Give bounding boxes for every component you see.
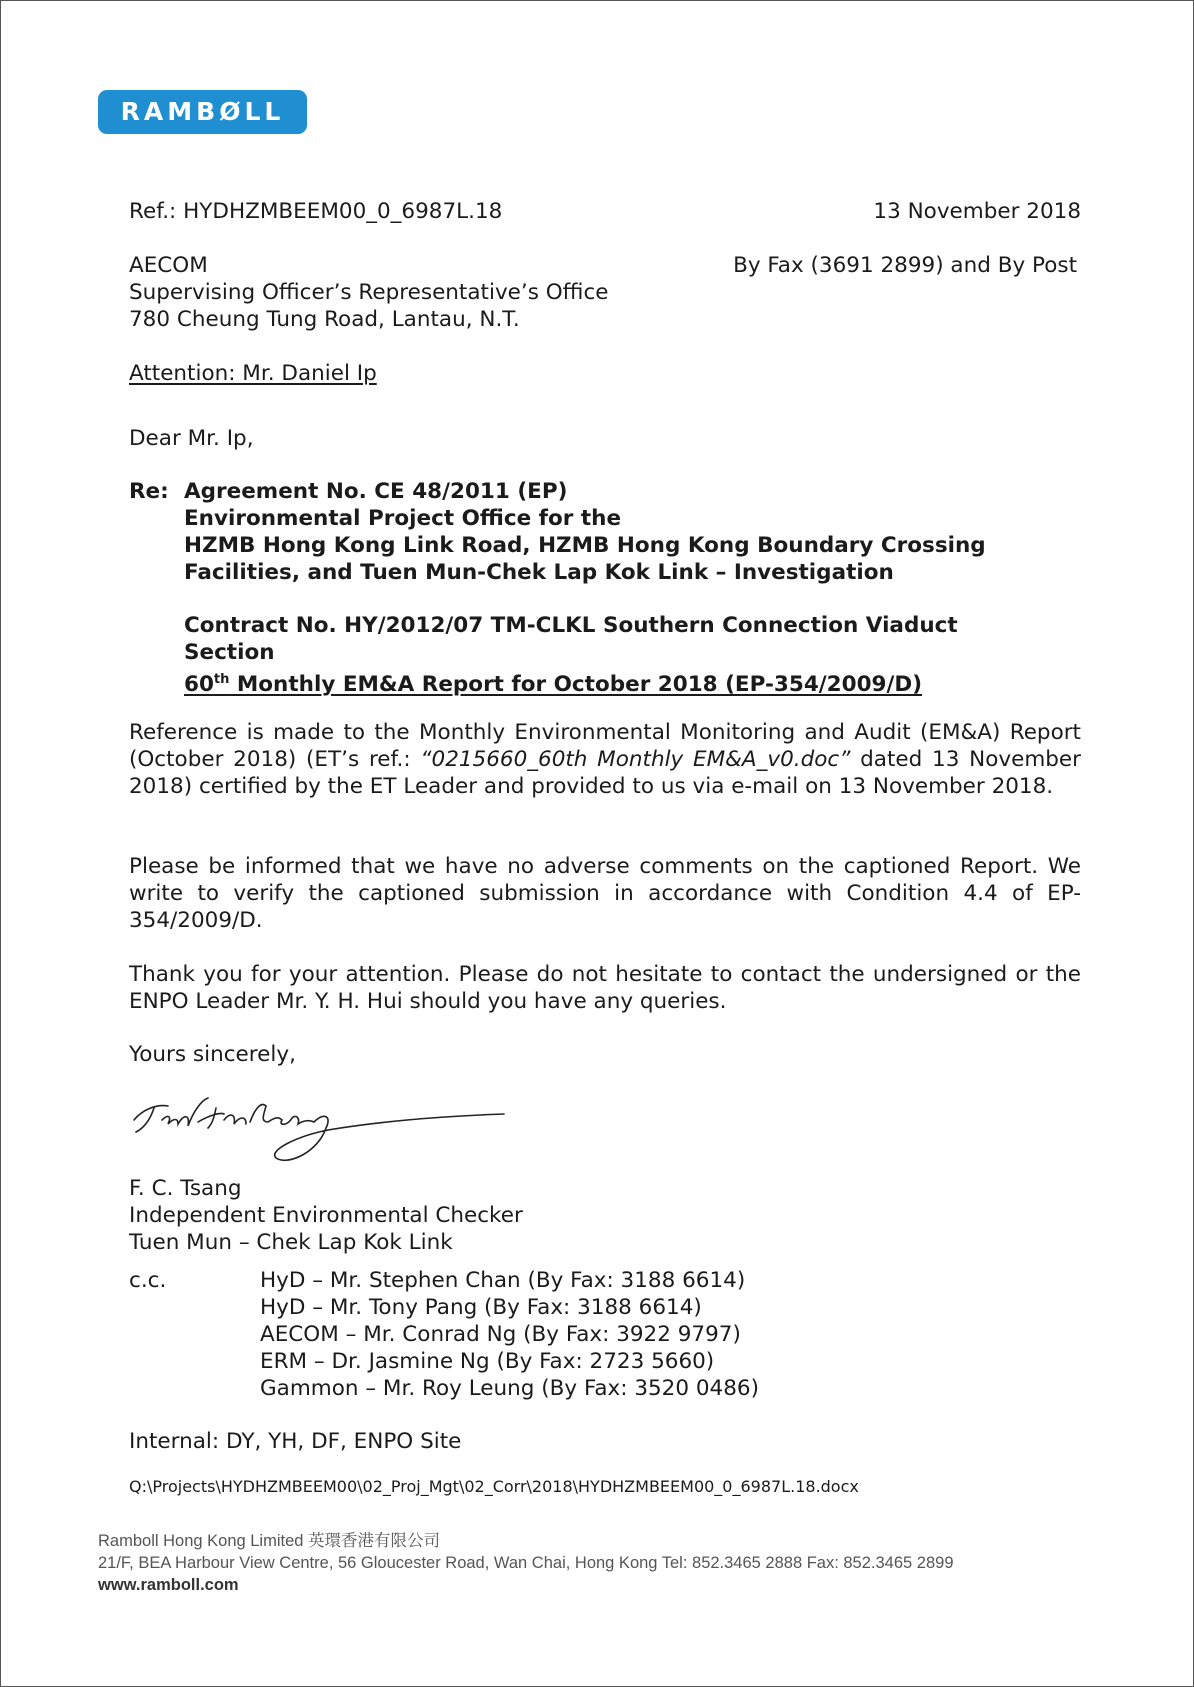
cc-recipient: AECOM – Mr. Conrad Ng (By Fax: 3922 9797) bbox=[260, 1322, 741, 1347]
paragraph-thanks: Thank you for your attention. Please do not hesitate to contact the undersigned or the ENPO Leader Mr. Y. H. Hui should you have any queries. bbox=[129, 962, 1081, 1014]
cc-label: c.c. bbox=[129, 1268, 167, 1293]
recipient-office: Supervising Officer’s Representative’s Office bbox=[129, 280, 609, 305]
letter-date: 13 November 2018 bbox=[873, 199, 1081, 224]
recipient-name: AECOM bbox=[129, 253, 208, 278]
internal-distribution: Internal: DY, YH, DF, ENPO Site bbox=[129, 1429, 462, 1454]
cc-recipient: ERM – Dr. Jasmine Ng (By Fax: 2723 5660) bbox=[260, 1349, 715, 1374]
file-path: Q:\Projects\HYDHZMBEEM00\02_Proj_Mgt\02_Corr\2018\HYDHZMBEEM00_0_6987L.18.docx bbox=[129, 1477, 859, 1496]
re-line-2: Environmental Project Office for the bbox=[184, 506, 622, 531]
reference-number: Ref.: HYDHZMBEEM00_0_6987L.18 bbox=[129, 199, 503, 224]
footer-website: www.ramboll.com bbox=[98, 1576, 239, 1594]
closing: Yours sincerely, bbox=[129, 1042, 296, 1067]
re-line-1: Agreement No. CE 48/2011 (EP) bbox=[184, 479, 568, 504]
signatory-title: Independent Environmental Checker bbox=[129, 1203, 523, 1228]
signatory-name: F. C. Tsang bbox=[129, 1176, 242, 1201]
recipient-address: 780 Cheung Tung Road, Lantau, N.T. bbox=[129, 307, 520, 332]
cc-recipient: HyD – Mr. Tony Pang (By Fax: 3188 6614) bbox=[260, 1295, 702, 1320]
re-line-3: HZMB Hong Kong Link Road, HZMB Hong Kong Boundary Crossing bbox=[184, 533, 986, 558]
contract-line-1: Contract No. HY/2012/07 TM-CLKL Southern Connection Viaduct bbox=[184, 613, 958, 638]
contract-line-2: Section bbox=[184, 640, 275, 665]
salutation: Dear Mr. Ip, bbox=[129, 426, 254, 451]
re-label: Re: bbox=[129, 479, 169, 504]
report-title: 60th Monthly EM&A Report for October 2018 (EP-354/2009/D) bbox=[184, 672, 923, 698]
cc-recipient: Gammon – Mr. Roy Leung (By Fax: 3520 0486) bbox=[260, 1376, 759, 1401]
signature bbox=[128, 1092, 508, 1172]
attention-line: Attention: Mr. Daniel Ip bbox=[129, 361, 377, 386]
company-logo: RAMBØLL bbox=[98, 90, 307, 134]
delivery-method: By Fax (3691 2899) and By Post bbox=[733, 253, 1077, 278]
signatory-project: Tuen Mun – Chek Lap Kok Link bbox=[129, 1230, 453, 1255]
footer-company: Ramboll Hong Kong Limited 英環香港有限公司 bbox=[98, 1532, 441, 1550]
paragraph-comments: Please be informed that we have no adverse comments on the captioned Report. We write to verify the captioned submission in accordance with Condition 4.4 of EP-354/2009/D. bbox=[129, 854, 1081, 933]
cc-recipient: HyD – Mr. Stephen Chan (By Fax: 3188 6614) bbox=[260, 1268, 746, 1293]
paragraph-reference: Reference is made to the Monthly Environmental Monitoring and Audit (EM&A) Report (October 2018) (ET’s ref.: “0215660_60th Monthly EM&A_v0.doc” dated 13 November 2018) certified by the ET Leader and provided to us via e-mail on 13 November 2018. bbox=[129, 720, 1081, 799]
re-line-4: Facilities, and Tuen Mun-Chek Lap Kok Link – Investigation bbox=[184, 560, 894, 585]
footer-address: 21/F, BEA Harbour View Centre, 56 Gloucester Road, Wan Chai, Hong Kong Tel: 852.3465 2888 Fax: 852.3465 2899 bbox=[98, 1554, 954, 1572]
